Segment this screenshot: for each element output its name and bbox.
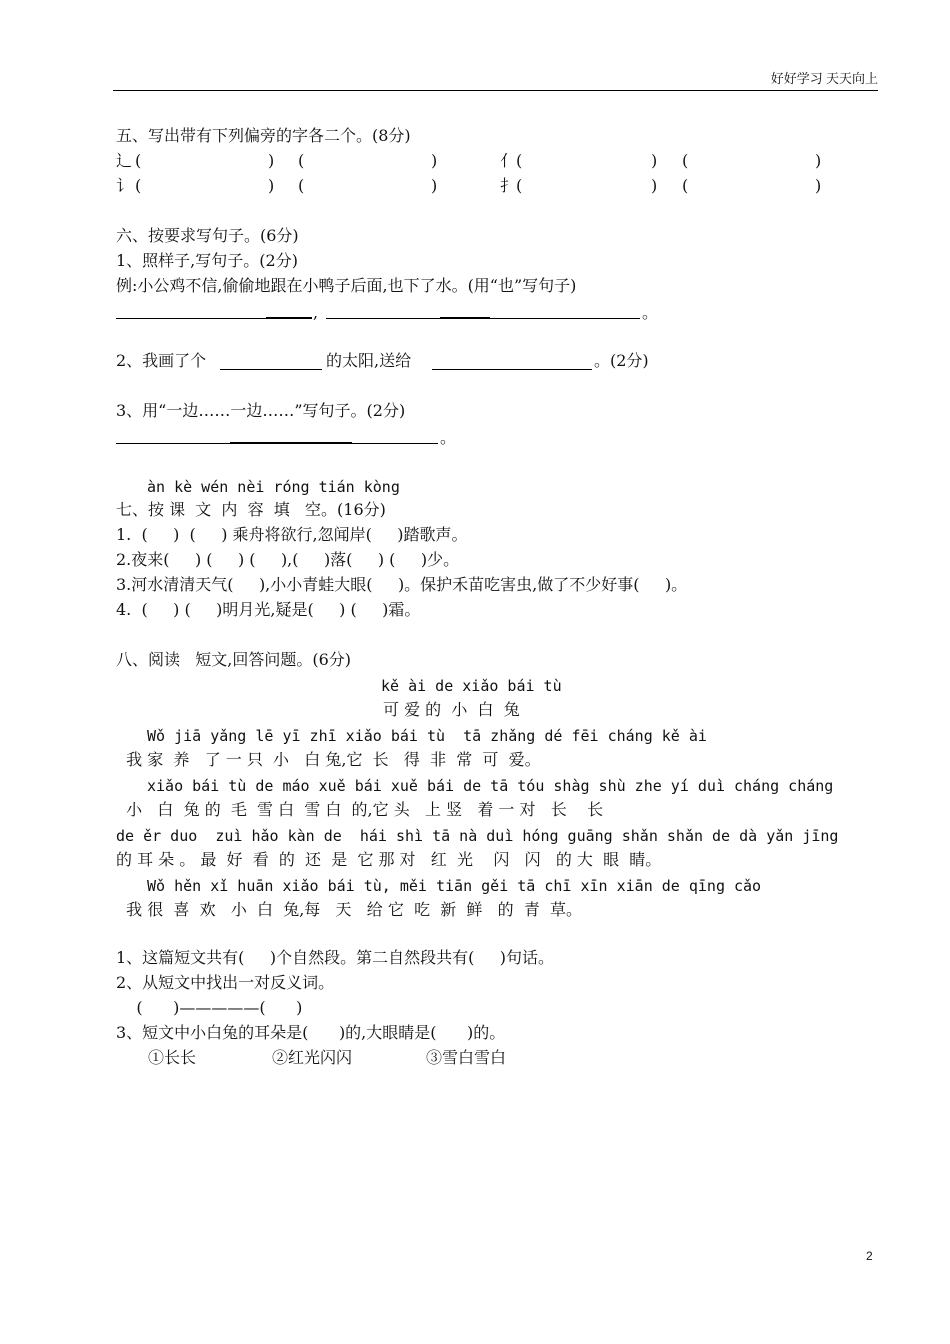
section5-title: 五、写出带有下列偏旁的字各二个。(8分) [116, 126, 411, 145]
story-pinyin: Wǒ jiā yǎng lē yī zhī xiǎo bái tù tā zhǎng dé fēi cháng kě ài [147, 727, 707, 745]
answer-blank[interactable] [352, 443, 438, 444]
section6-title: 六、按要求写句子。(6分) [116, 226, 299, 245]
paren-close: ) [815, 176, 822, 195]
section8-title: 八、阅读 短文,回答问题。(6分) [116, 650, 352, 669]
section6-q2-mid: 的太阳,送给 [326, 351, 412, 370]
page-number: 2 [866, 1249, 873, 1263]
paren-close: ) [268, 151, 275, 170]
section7-line3: 3.河水清清天气( ),小小青蛙大眼( )。保护禾苗吃害虫,做了不少好事( )。 [116, 575, 688, 594]
radical-shou: 扌 [500, 176, 517, 195]
header-motto: 好好学习 天天向上 [770, 71, 878, 86]
paren-close: ) [651, 151, 658, 170]
comma: , [313, 303, 319, 322]
story-text: 小 白 兔 的 毛 雪 白 雪 白 的,它 头 上 竖 着 一 对 长 长 [116, 800, 604, 819]
section8-q1: 1、这篇短文共有( )个自然段。第二自然段共有( )句话。 [116, 948, 555, 967]
answer-blank[interactable] [220, 369, 322, 370]
paren-close: ) [651, 176, 658, 195]
period: 。 [642, 303, 659, 322]
paren-open: ( [516, 176, 523, 195]
story-title: 可 爱 的 小 白 兔 [383, 700, 520, 719]
section7-pinyin: àn kè wén nèi róng tián kòng [147, 478, 400, 496]
option-2: ②红光闪闪 [272, 1048, 353, 1067]
section8-q2: 2、从短文中找出一对反义词。 [116, 973, 335, 992]
paren-close: ) [431, 151, 438, 170]
paren-open: ( [682, 151, 689, 170]
story-pinyin: xiǎo bái tù de máo xuě bái xuě bái de tā tóu shàg shù zhe yí duì cháng cháng [147, 777, 834, 795]
section6-q1: 1、照样子,写句子。(2分) [116, 251, 298, 270]
answer-blank[interactable] [326, 318, 440, 319]
section6-q2-start: 2、我画了个 [116, 351, 207, 370]
page-header [113, 70, 878, 91]
option-1: ①长长 [148, 1048, 197, 1067]
answer-blank[interactable] [490, 318, 640, 319]
story-title-pinyin: kě ài de xiǎo bái tù [381, 677, 562, 695]
section7-title: 七、按 课 文 内 容 填 空。(16分) [116, 500, 386, 519]
story-pinyin: de ěr duo zuì hǎo kàn de hái shì tā nà duì hóng guāng shǎn shǎn de dà yǎn jīng [116, 827, 839, 845]
story-text: 我 家 养 了 一 只 小 白 兔,它 长 得 非 常 可 爱。 [116, 750, 541, 769]
answer-blank[interactable] [116, 443, 230, 444]
answer-blank[interactable] [440, 317, 490, 319]
paren-open: ( [298, 151, 305, 170]
paren-open: ( [135, 151, 142, 170]
paren-open: ( [135, 176, 142, 195]
story-pinyin: Wǒ hěn xǐ huān xiǎo bái tù, měi tiān gěi tā chī xīn xiān de qīng cǎo [147, 877, 762, 895]
answer-blank[interactable] [432, 369, 592, 370]
story-text: 我 很 喜 欢 小 白 兔,每 天 给 它 吃 新 鲜 的 青 草。 [116, 900, 583, 919]
story-text: 的 耳 朵 。 最 好 看 的 还 是 它 那 对 红 光 闪 闪 的 大 眼 睛。 [116, 850, 662, 869]
paren-close: ) [431, 176, 438, 195]
section7-line2: 2.夜来( ) ( ) ( ),( )落( ) ( )少。 [116, 550, 460, 569]
period: 。 [440, 428, 457, 447]
paren-close: ) [268, 176, 275, 195]
paren-open: ( [298, 176, 305, 195]
answer-blank[interactable] [116, 318, 266, 319]
section6-q2-end: 。(2分) [594, 351, 649, 370]
section6-q3: 3、用“一边……一边……”写句子。(2分) [116, 401, 406, 420]
radical-chuo: 辶 [116, 151, 133, 170]
option-3: ③雪白雪白 [426, 1048, 507, 1067]
paren-close: ) [815, 151, 822, 170]
answer-blank[interactable] [266, 317, 312, 319]
section7-line1: 1. ( ) ( ) 乘舟将欲行,忽闻岸( )踏歌声。 [116, 525, 468, 544]
radical-yan: 讠 [116, 176, 133, 195]
section6-q1-example: 例:小公鸡不信,偷偷地跟在小鸭子后面,也下了水。(用“也”写句子) [116, 276, 577, 295]
section8-q3: 3、短文中小白兔的耳朵是( )的,大眼睛是( )的。 [116, 1023, 506, 1042]
paren-open: ( [516, 151, 523, 170]
radical-ren: 亻 [500, 151, 517, 170]
section7-line4: 4. ( ) ( )明月光,疑是( ) ( )霜。 [116, 600, 421, 619]
answer-blank[interactable] [230, 442, 352, 444]
paren-open: ( [682, 176, 689, 195]
section8-q2-blank: ( )—————( ) [116, 998, 303, 1017]
